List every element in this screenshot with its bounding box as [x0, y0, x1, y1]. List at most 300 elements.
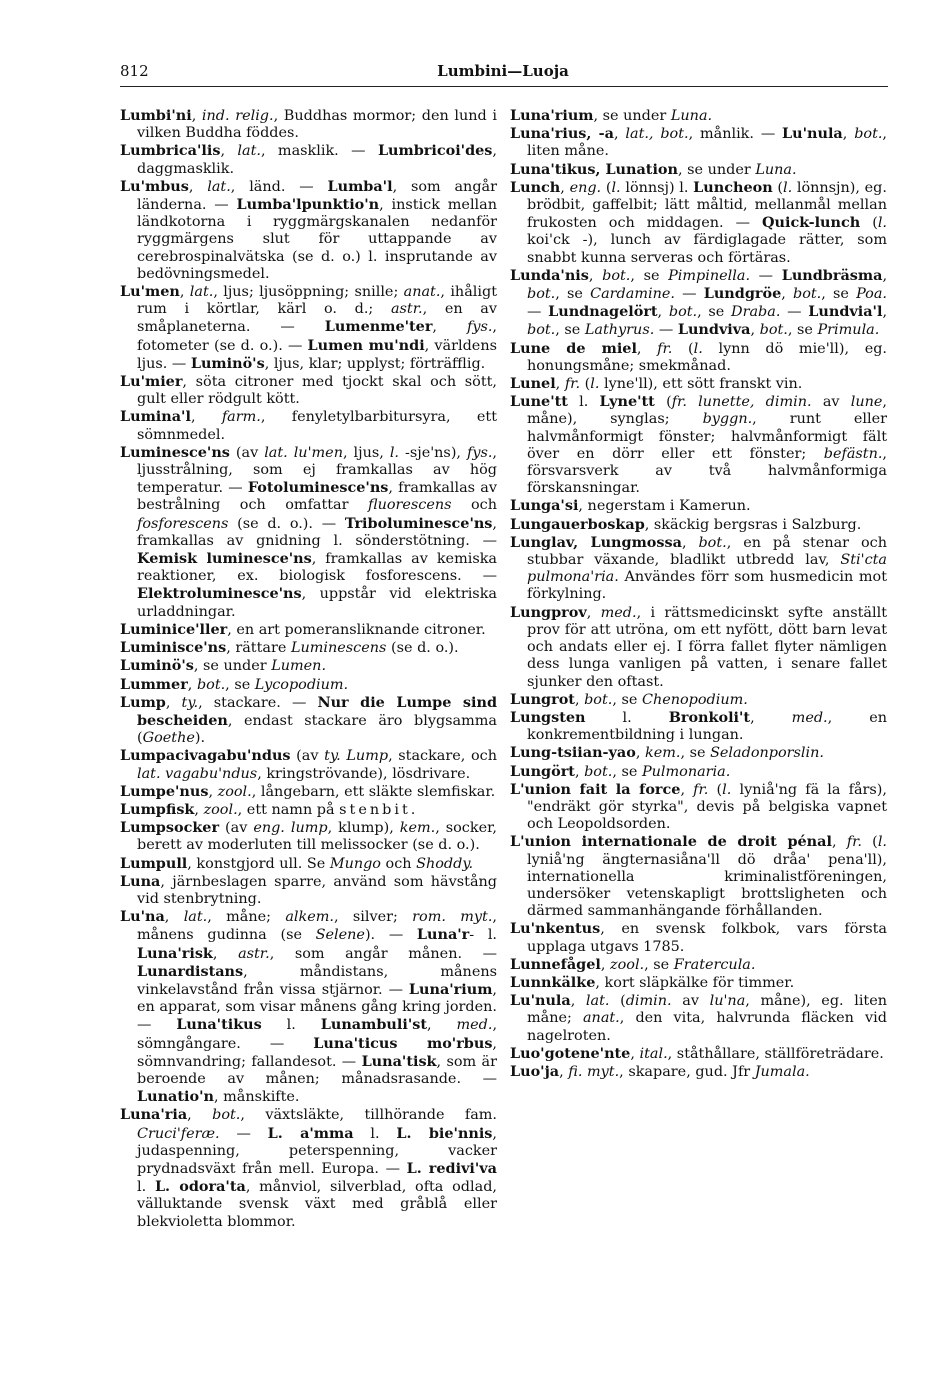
- headword: Elektroluminesce'ns: [137, 585, 302, 603]
- entry-text: , instick mellan ländkotorna i ryggmärgskanalen nedanför ryggmärgens slut för uttappande av cerebrospinalvätska (se d. o.) l. insprutande av bedövningsmedel.: [137, 197, 497, 282]
- entry-text: , sömngångare. —: [137, 1017, 498, 1052]
- headword: Lunambuli'st: [320, 1016, 427, 1034]
- italic-term: Luna.: [755, 161, 797, 178]
- entry-text: , klump),: [327, 820, 400, 837]
- entry-text: ,: [560, 179, 570, 196]
- entry-text: , ljusstrålning, som ej framkallas av hög temperatur. —: [137, 444, 497, 497]
- entry-text: ,: [187, 1107, 213, 1124]
- italic-term: l.: [611, 179, 621, 196]
- entry-text: —: [750, 267, 782, 284]
- entry-text: , se: [225, 676, 255, 693]
- entry-text: , kringströvande), lösdrivare.: [257, 765, 471, 782]
- dictionary-entry: [510, 956, 887, 974]
- entry-text: , uppstår vid elektriska urladdningar.: [137, 586, 497, 620]
- headword: Lumpsocker: [120, 819, 220, 837]
- headword: Lyne'tt: [599, 393, 655, 411]
- entry-text: , ett namn på: [237, 801, 340, 818]
- entry-text: ,: [570, 993, 586, 1010]
- entry-text: , en på stenar och stubbar växande, bladlikt utbredd lav,: [527, 534, 887, 569]
- headword: Lumbi'ni: [120, 107, 192, 124]
- headword: Luo'gotene'nte: [510, 1044, 631, 1062]
- headword: Luna'risk: [137, 944, 213, 962]
- headword: Luminisce'ns: [120, 639, 227, 657]
- dictionary-entry: [510, 781, 887, 834]
- entry-text: , se: [644, 956, 674, 973]
- italic-term: byggn.: [702, 411, 753, 428]
- italic-term: fluorescens: [367, 497, 452, 514]
- entry-text: , en svensk folkbok, vars första upplaga utgavs 1785.: [527, 921, 887, 955]
- entry-text: , månens gudinna (se: [137, 909, 497, 944]
- dictionary-entry: [510, 179, 887, 267]
- headword: L. bie'nnis: [396, 1124, 493, 1142]
- entry-text: , silver;: [333, 909, 413, 926]
- headword: Lunardistans: [137, 962, 244, 980]
- entry-text: ,: [680, 781, 694, 798]
- entry-text: lyniå'ng ängternasiåna'll dö dråa' pena'll), internationella kriminalistföreningen, undersöker vetenskapligt brottsligheten och därmed sammanhängande förhållanden.: [527, 851, 887, 920]
- dictionary-entry: [120, 142, 497, 177]
- entry-text: ,: [750, 709, 792, 726]
- entry-text: .: [410, 801, 416, 818]
- entry-text: , stackare, och: [388, 748, 497, 765]
- entry-text: , månskifte.: [213, 1089, 300, 1106]
- italic-term: lat. vagabu'ndus: [137, 765, 258, 782]
- italic-term: astr.: [238, 945, 270, 962]
- headword: Lundnagelört: [548, 303, 658, 321]
- entry-text: ,: [187, 676, 197, 693]
- headword: Lummer: [120, 675, 188, 693]
- headword: Lunnefågel: [510, 955, 601, 973]
- dictionary-entry: [510, 125, 887, 160]
- entry-text: , rättare: [226, 640, 291, 657]
- entry-text: , se: [821, 286, 857, 303]
- dictionary-entry: [120, 621, 497, 639]
- entry-text: ,: [179, 284, 190, 301]
- page-header: [120, 60, 886, 88]
- entry-text: , månlik. —: [688, 126, 783, 143]
- dictionary-entry: [120, 783, 497, 801]
- entry-text: , ljus, klar; upplyst; förträfflig.: [264, 355, 486, 372]
- entry-text: l.: [137, 1179, 155, 1196]
- italic-term: Luminescens: [290, 640, 387, 657]
- entry-text: ,: [750, 322, 760, 339]
- entry-text: (se d. o.).: [386, 640, 459, 657]
- headword: Nur die Lumpe sind bescheiden: [137, 693, 498, 729]
- running-title: Lumbini—Luoja: [437, 62, 569, 80]
- entry-text: , kort släpkälke för timmer.: [595, 974, 795, 991]
- entry-text: ,: [432, 319, 467, 336]
- entry-text: —: [780, 304, 809, 321]
- entry-text: lynn dö mie'll), eg. honungsmåne; smekmånad.: [527, 340, 887, 374]
- entry-text: ,: [194, 801, 204, 818]
- entry-text: , framkallas av kemiska reaktioner, ex. biologisk fosforescens. —: [137, 551, 497, 585]
- entry-text: , skäckig bergsras i Salzburg.: [644, 516, 862, 533]
- dictionary-entry: [510, 833, 887, 920]
- entry-text: , en apparat, som visar månens gång kring jorden. —: [137, 981, 497, 1034]
- italic-term: lat. lu'men: [264, 444, 343, 461]
- entry-text: , fenyletylbarbitursyra, ett sömnmedel.: [137, 409, 497, 443]
- entry-text: ,: [164, 909, 184, 926]
- entry-text: (se d. o.). —: [228, 515, 345, 532]
- headword: Lungsten: [510, 708, 586, 726]
- headword: Lungrot: [510, 690, 575, 708]
- entry-text: , se: [555, 322, 585, 339]
- entry-text: , se: [697, 304, 732, 321]
- entry-text: (: [860, 215, 878, 232]
- entry-text: (: [708, 781, 723, 798]
- italic-term: Goethe: [142, 730, 195, 747]
- entry-text: koi'ck -), lunch av färdiglagade rätter, som snabbt kunna serveras och förtäras.: [527, 232, 887, 266]
- headword: Lung-tsiian-yao: [510, 744, 636, 762]
- dictionary-entry: [120, 801, 497, 819]
- italic-term: Fratercula.: [673, 956, 756, 973]
- dictionary-entry: [120, 676, 497, 694]
- headword: Bronkoli't: [668, 708, 751, 726]
- entry-text: , måne), synglas;: [527, 394, 887, 428]
- entry-text: ,: [600, 956, 611, 973]
- dictionary-entry: [120, 908, 497, 1106]
- entry-text: ,: [574, 763, 585, 780]
- entry-text: l.: [567, 394, 600, 411]
- entry-text: (: [654, 394, 672, 411]
- entry-text: , söta citroner med tjockt skal och sött, gult eller rödgult kött.: [137, 374, 497, 408]
- italic-term: Pimpinella.: [668, 267, 751, 284]
- entry-text: , en av småplaneterna. —: [137, 301, 497, 336]
- italic-term: lat.: [189, 284, 214, 301]
- entry-text: , länd. —: [230, 178, 328, 195]
- entry-text: , negerstam i Kamerun.: [578, 498, 751, 515]
- headword: Lumbrica'lis: [120, 142, 221, 160]
- dictionary-entry: [510, 107, 887, 125]
- headword: Lunda'nis: [510, 266, 589, 284]
- dictionary-entry: [510, 497, 887, 515]
- entry-text: , långebarn, ett släkte slemfiskar.: [251, 783, 496, 800]
- entry-text: ,: [781, 286, 793, 303]
- headword: Quick-lunch: [761, 214, 861, 232]
- entry-text: , masklik. —: [260, 143, 378, 160]
- italic-term: Chenopodium.: [641, 691, 748, 708]
- italic-term: anat.: [582, 1010, 620, 1027]
- italic-term: zool.: [217, 783, 252, 800]
- italic-term: alkem.: [285, 909, 334, 926]
- headword: L. a'mma: [267, 1124, 354, 1142]
- headword: Fotoluminesce'ns: [247, 479, 389, 497]
- headword: Luna: [120, 872, 161, 890]
- entry-text: , se: [612, 763, 642, 780]
- header-rule: [120, 86, 888, 87]
- entry-text: , ihåligt rum i körtlar, kärl o. d.;: [137, 284, 497, 318]
- headword: Luminesce'ns: [120, 443, 230, 461]
- dictionary-entry: [120, 873, 497, 908]
- entry-text: , en art pomeransliknande citroner.: [227, 621, 486, 638]
- headword: Lune'tt: [510, 393, 568, 411]
- entry-text: , se: [630, 267, 669, 284]
- entry-text: ,: [426, 1017, 457, 1034]
- entry-text: ,: [636, 340, 658, 357]
- page-number: 812: [120, 62, 149, 80]
- headword: Luna'rius, -a: [510, 125, 614, 143]
- italic-term: dimin.: [625, 993, 672, 1010]
- headword: Luminice'ller: [120, 620, 228, 638]
- entry-text: ,: [559, 1063, 569, 1080]
- dictionary-entry: [510, 709, 887, 744]
- entry-text: , se under: [193, 658, 272, 675]
- entry-text: l.: [353, 1125, 397, 1142]
- entry-text: (: [672, 340, 694, 357]
- entry-text: ,: [586, 604, 601, 621]
- entry-text: , ljus,: [342, 444, 390, 461]
- headword: Kemisk luminesce'ns: [137, 550, 312, 568]
- entry-text: , den vita, halvrunda fläcken vid nagelroten.: [527, 1010, 887, 1044]
- entry-text: , daggmasklik.: [137, 143, 497, 177]
- headword: Lunel: [510, 375, 556, 393]
- dictionary-entry: [510, 1063, 887, 1081]
- italic-term: bot.: [602, 267, 631, 284]
- italic-term: ind. relig.: [201, 108, 274, 124]
- italic-term: zool.: [610, 956, 645, 973]
- entry-text: , månviol, silverblad, ofta odlad, välluktande svensk växt med gråblå eller blekvioletta blommor.: [137, 1179, 497, 1230]
- italic-term: Mungo: [329, 855, 381, 872]
- entry-text: —: [674, 286, 704, 303]
- italic-term: Selene: [315, 927, 365, 944]
- dictionary-entry: [510, 340, 887, 375]
- italic-term: l.: [693, 340, 703, 357]
- dictionary-entry: [120, 408, 497, 443]
- entry-text: lönnsj) l.: [620, 179, 694, 196]
- italic-term: fr.: [846, 834, 862, 851]
- dictionary-entry: [120, 639, 497, 657]
- entry-text: ,: [191, 108, 202, 124]
- entry-text: , som angår länderna. —: [137, 178, 497, 214]
- italic-term: Luna.: [670, 108, 713, 124]
- italic-term: kem.: [644, 745, 681, 762]
- italic-term: zool.: [203, 801, 238, 818]
- entry-text: - l.: [469, 927, 497, 944]
- italic-term: farm.: [221, 409, 261, 426]
- italic-term: l.: [389, 444, 399, 461]
- entry-text: ,: [635, 745, 645, 762]
- headword: Luminö's: [120, 657, 194, 675]
- entry-text: ,: [190, 409, 222, 426]
- italic-term: Cruci'feræ.: [137, 1125, 220, 1142]
- italic-term: lat.: [585, 993, 610, 1010]
- italic-term: eng.: [569, 179, 602, 196]
- entry-text: , se under: [593, 108, 671, 124]
- italic-term: ital.: [639, 1045, 668, 1062]
- italic-term: bot.: [793, 286, 822, 303]
- italic-term: rom. myt.: [412, 909, 493, 926]
- italic-term: Cardamine.: [590, 286, 675, 303]
- spaced-term: stenbit: [339, 801, 411, 818]
- entry-text: ,: [882, 304, 888, 321]
- dictionary-entry: [120, 819, 497, 854]
- entry-text: ,: [574, 691, 585, 708]
- italic-term: l.: [782, 179, 793, 196]
- headword: Lu'nula: [510, 992, 571, 1010]
- italic-term: fys.: [467, 444, 493, 461]
- entry-text: och: [380, 855, 417, 872]
- left-column: [120, 107, 497, 1231]
- entry-text: (: [861, 834, 878, 851]
- entry-text: , skapare, gud. Jfr: [619, 1063, 755, 1080]
- headword: Lundvia'l: [808, 303, 883, 321]
- italic-term: fr.: [657, 340, 673, 357]
- entry-text: l.: [585, 709, 669, 726]
- headword: Lungprov: [510, 603, 587, 621]
- entry-text: ,: [681, 534, 699, 551]
- italic-term: fr.: [693, 781, 709, 798]
- italic-term: l.: [877, 834, 887, 851]
- dictionary-entry: [120, 107, 497, 142]
- headword: Lumba'l: [327, 177, 393, 195]
- italic-term: Poa.: [856, 286, 887, 303]
- headword: Lu'men: [120, 283, 180, 301]
- headword: L. redivi'va: [406, 1159, 497, 1177]
- headword: Triboluminesce'ns: [344, 514, 493, 532]
- headword: Lumpfisk: [120, 800, 195, 818]
- entry-text: ,: [842, 126, 855, 143]
- entry-text: ). —: [364, 927, 417, 944]
- entry-text: , socker, berett av moderluten till melissocker (se d. o.).: [137, 820, 497, 854]
- dictionary-entry: [510, 763, 887, 781]
- italic-term: Primula.: [817, 322, 880, 339]
- italic-term: bot.: [698, 534, 727, 551]
- italic-term: anat.: [403, 284, 441, 301]
- italic-term: astr.: [390, 301, 423, 318]
- entry-text: , fotometer (se d. o.). —: [137, 319, 497, 354]
- entry-text: , se: [612, 691, 642, 708]
- italic-term: l.: [590, 376, 600, 393]
- entry-text: —: [654, 322, 678, 339]
- dictionary-entry: [510, 1045, 887, 1063]
- italic-term: lat.: [183, 909, 208, 926]
- italic-term: lune: [850, 394, 883, 411]
- headword: Lumpe'nus: [120, 782, 209, 800]
- italic-term: kem.: [399, 820, 436, 837]
- entry-text: , järnbeslagen sparre, använd som hävstång vid stenbrytning.: [137, 873, 497, 907]
- headword: Lump: [120, 693, 166, 711]
- headword: Luna'r: [416, 926, 470, 944]
- headword: Lu'mier: [120, 373, 183, 391]
- headword: Lu'na: [120, 908, 165, 926]
- headword: Lunatio'n: [137, 1088, 214, 1106]
- italic-term: Lumen.: [271, 658, 327, 675]
- dictionary-entry: [510, 267, 887, 340]
- entry-text: (: [772, 179, 783, 196]
- headword: Luna'rium: [408, 980, 493, 998]
- headword: Lu'nula: [782, 125, 843, 143]
- italic-term: lat.: [237, 143, 261, 160]
- entry-text: av: [671, 993, 710, 1010]
- italic-term: l.: [722, 781, 732, 798]
- headword: Lungauerboskap: [510, 515, 645, 533]
- headword: L'union internationale de droit pénal: [510, 833, 832, 851]
- entry-text: , en konkrementbildning i lungan.: [527, 709, 887, 744]
- headword: Lumina'l: [120, 408, 191, 426]
- italic-term: lu'na: [709, 993, 746, 1010]
- entry-text: , som angår månen. —: [269, 945, 498, 962]
- headword: Lune de miel: [510, 339, 637, 357]
- dictionary-entry: [120, 373, 497, 408]
- italic-term: Sti'cta pulmona'ria.: [527, 552, 887, 586]
- italic-term: fi. myt.: [568, 1063, 620, 1080]
- entry-text: , konstgjord ull. Se: [187, 855, 330, 872]
- italic-term: fys.: [467, 319, 493, 336]
- entry-text: (: [580, 376, 591, 393]
- italic-term: bot.: [212, 1107, 241, 1124]
- headword: Luo'ja: [510, 1062, 560, 1080]
- entry-text: ,: [212, 945, 239, 962]
- italic-term: bot.: [527, 322, 556, 339]
- dictionary-entry: [120, 178, 497, 283]
- entry-text: , Buddhas mormor; den lund i vilken Buddha föddes.: [137, 108, 498, 142]
- italic-term: med.: [600, 604, 637, 621]
- italic-term: med.: [456, 1017, 493, 1034]
- headword: Lunch: [510, 178, 561, 196]
- entry-text: ,: [165, 694, 182, 711]
- dictionary-entry: [510, 534, 887, 604]
- dictionary-entry: [510, 516, 887, 534]
- entry-text: (: [609, 993, 626, 1010]
- entry-text: lyniå'ng fä la fårs), "endräkt gör styrka", devis på belgiska vapnet och Leopoldsorden.: [527, 781, 887, 833]
- entry-text: , växtsläkte, tillhörande fam.: [240, 1107, 498, 1124]
- headword: Lundbräsma: [781, 266, 883, 284]
- entry-text: ).: [194, 730, 206, 747]
- dictionary-entry: [510, 744, 887, 762]
- dictionary-entry: [120, 694, 497, 748]
- headword: Lunglav, Lungmossa: [510, 533, 682, 551]
- entry-text: (av: [219, 820, 254, 837]
- headword: Luna'tisk: [361, 1052, 437, 1070]
- headword: Lumen mu'ndi: [307, 336, 425, 354]
- dictionary-entry: [510, 920, 887, 955]
- dictionary-entry: [510, 393, 887, 497]
- dictionary-entry: [120, 283, 497, 373]
- entry-text: , som är beroende av månen; månadsrasande. —: [137, 1053, 497, 1087]
- headword: Lundviva: [677, 321, 751, 339]
- entry-text: ,: [555, 376, 565, 393]
- entry-text: , framkallas av bestrålning och omfattar: [137, 480, 497, 514]
- entry-text: lönnsjn), eg. brödbit, gaffelbit; lätt måltid, mellanmål mellan frukosten och middagen. —: [527, 179, 887, 232]
- entry-text: -sje'ns),: [399, 444, 467, 461]
- italic-term: lat.: [207, 178, 231, 195]
- entry-text: , i rättsmedicinskt syfte anställt prov för att utröna, om ett nyfött, dött barn levat och andats eller ej. I förra fallet flyter nämligen dess lunga vanligen på vatten, i senare fallet sjunker den oftast.: [527, 604, 887, 690]
- dictionary-entry: [510, 375, 887, 393]
- headword: Luna'ria: [120, 1106, 188, 1124]
- italic-term: Shoddy.: [416, 855, 474, 872]
- dictionary-entry: [120, 1106, 497, 1230]
- entry-text: , runt eller halvmånformigt fönster; halvmånformigt fält över en dörr eller ett fönster;: [527, 411, 887, 462]
- entry-text: ,: [588, 267, 603, 284]
- entry-text: och: [451, 497, 497, 514]
- entry-text: av: [811, 394, 851, 411]
- entry-text: ,: [208, 783, 218, 800]
- italic-term: ty. Lump: [324, 748, 389, 765]
- headword: Luna'tikus, Lunation: [510, 160, 678, 178]
- headword: Luminö's: [190, 354, 265, 372]
- italic-term: eng. lump: [253, 820, 328, 837]
- entry-text: lyne'll), ett sött franskt vin.: [599, 376, 803, 393]
- italic-term: bot.: [854, 126, 883, 143]
- dictionary-entry: [120, 855, 497, 873]
- italic-term: befästn.: [823, 445, 883, 462]
- italic-term: Jumala.: [754, 1063, 810, 1080]
- entry-text: , måne), eg. liten måne;: [527, 993, 887, 1027]
- entry-text: , världens ljus. —: [137, 337, 497, 372]
- headword: Lungört: [510, 762, 575, 780]
- entry-text: , se under: [678, 161, 756, 178]
- headword: Lunga'si: [510, 497, 579, 515]
- entry-text: , se: [555, 286, 591, 303]
